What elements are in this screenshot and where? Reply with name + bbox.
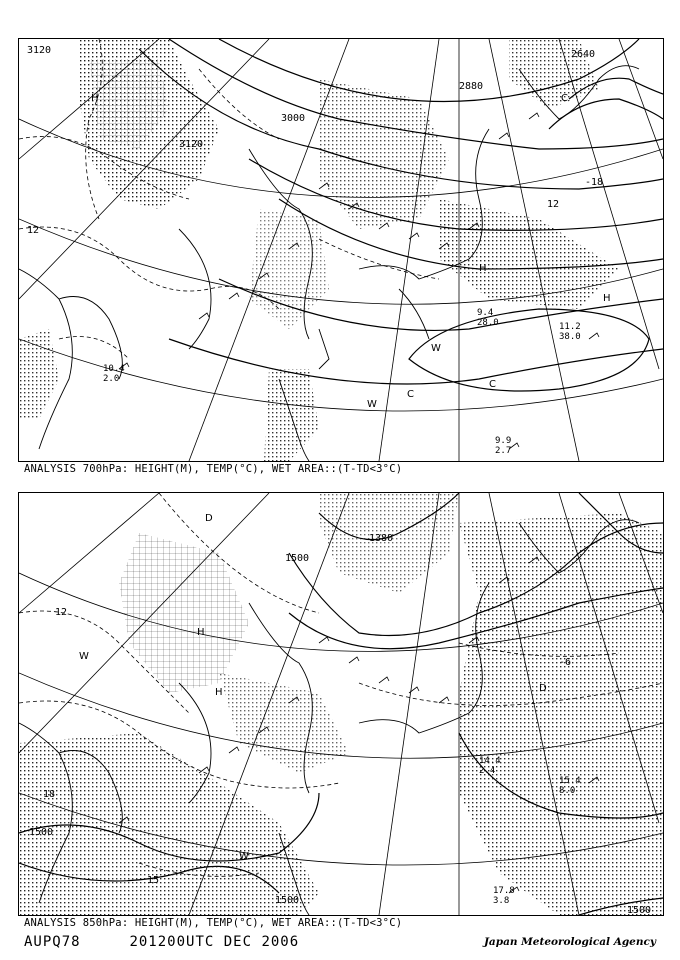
high-center-label: H	[91, 93, 99, 104]
contour-label: 2640	[571, 49, 596, 60]
station-dewpoint: 3.8	[493, 896, 510, 906]
high-center-label: H	[197, 627, 205, 638]
contour-label: 1500	[627, 905, 652, 915]
isotherm-label: -6	[559, 657, 572, 668]
isotherm-label: 18	[43, 789, 56, 800]
analysis-map-700hpa	[19, 39, 663, 461]
station-dewpoint: 2.0	[103, 374, 120, 384]
isotherm-label: 12	[55, 607, 68, 618]
station-temp: 9.4	[477, 308, 494, 318]
chart-code: AUPQ78	[24, 934, 81, 950]
warm-center-label: W	[431, 343, 441, 354]
station-temp: 10.4	[103, 364, 125, 374]
station-dewpoint: 2.4	[479, 766, 496, 776]
cold-center-label: C	[561, 93, 568, 104]
map-panel-850hpa	[18, 492, 664, 916]
station-dewpoint: 28.0	[477, 318, 499, 328]
contour-label: 3120	[179, 139, 204, 150]
chart-identifier	[24, 934, 299, 950]
cold-center-label: C	[407, 389, 414, 400]
isotherm-label: -18	[585, 177, 604, 188]
panel-caption-850hpa: ANALYSIS 850hPa: HEIGHT(M), TEMP(°C), WET AREA::(T-TD<3°C)	[24, 917, 403, 929]
panel-caption-700hpa: ANALYSIS 700hPa: HEIGHT(M), TEMP(°C), WET AREA::(T-TD<3°C)	[24, 463, 403, 475]
wet-area-700	[19, 39, 619, 461]
high-center-label: H	[603, 293, 611, 304]
station-temp: 11.2	[559, 322, 581, 332]
warm-center-label: W	[239, 851, 249, 862]
station-plot	[477, 308, 499, 328]
station-temp: 17.8	[493, 886, 515, 896]
contour-label: 3000	[281, 113, 306, 124]
warm-center-label: W	[367, 399, 377, 410]
valid-datetime: 201200UTC DEC 2006	[129, 934, 300, 950]
isotherm-label: 12	[27, 225, 40, 236]
contour-label: 3120	[27, 45, 52, 56]
low-center-label: D	[539, 683, 547, 694]
high-center-label: H	[479, 263, 487, 274]
contour-label: 1500	[285, 553, 310, 564]
agency-credit: Japan Meteorological Agency	[483, 936, 656, 948]
station-temp: 14.4	[479, 756, 501, 766]
warm-center-label: W	[79, 651, 89, 662]
station-temp: 9.9	[495, 436, 512, 446]
station-plot	[493, 886, 515, 906]
contour-label: 1500	[29, 827, 54, 838]
isotherm-label: 15	[147, 875, 160, 886]
low-center-label: D	[205, 513, 213, 524]
contour-label: 2880	[459, 81, 484, 92]
station-plot	[495, 436, 511, 456]
station-plot	[103, 364, 125, 384]
isotherm-label: 12	[547, 199, 560, 210]
station-plot	[559, 322, 581, 342]
analysis-map-850hpa	[19, 493, 663, 915]
high-center-label: H	[215, 687, 223, 698]
contour-label: 1500	[275, 895, 300, 906]
station-dewpoint: 38.0	[559, 332, 581, 342]
station-dewpoint: 2.7	[495, 446, 512, 456]
station-temp: 15.4	[559, 776, 581, 786]
cold-center-label: C	[489, 379, 496, 390]
map-panel-700hpa	[18, 38, 664, 462]
wet-area-850	[19, 493, 663, 915]
contour-label: 1380	[369, 533, 394, 544]
station-dewpoint: 8.0	[559, 786, 576, 796]
